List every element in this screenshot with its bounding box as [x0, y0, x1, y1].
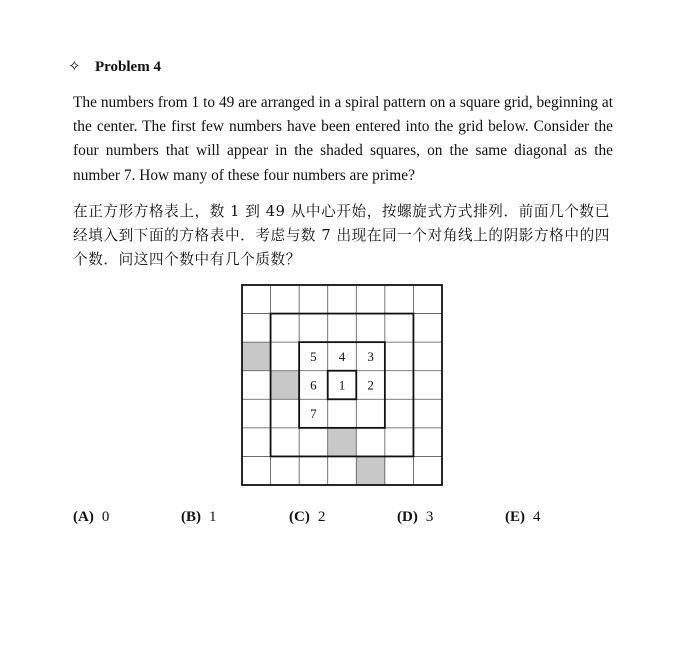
problem-heading — [68, 57, 161, 76]
choice-label: (D) — [397, 509, 418, 525]
choice-label: (E) — [505, 509, 525, 525]
shaded-cell — [271, 371, 300, 400]
grid-number: 2 — [367, 377, 374, 393]
choice-a[interactable] — [73, 509, 109, 526]
star-icon: ✧ — [68, 59, 81, 75]
problem-text-chinese: 在正方形方格表上，数 1 到 49 从中心开始，按螺旋式方式排列．前面几个数已经填入到下面的方格表中．考虑与数 7 出现在同一个对角线上的阴影方格中的四个数．问这四个数中有几个质数？ — [73, 203, 610, 268]
choice-label: (A) — [73, 509, 94, 525]
choice-value: 4 — [533, 509, 541, 525]
choice-d[interactable] — [397, 509, 433, 526]
choice-value: 0 — [101, 509, 110, 525]
choice-b[interactable] — [181, 509, 217, 526]
grid-number: 7 — [310, 406, 317, 422]
grid-number: 5 — [310, 348, 317, 364]
problem-title: Problem 4 — [95, 59, 161, 75]
shaded-cell — [328, 428, 357, 457]
problem-text-english: The numbers from 1 to 49 are arranged in a spiral pattern on a square grid, beginning at the center. The first few numbers have been entered into the grid below. Consider the four numbers that will appear in the shaded squares, on the same diagonal as the number 7. How many of these four numbers are prime? — [73, 94, 613, 184]
spiral-grid — [240, 283, 444, 487]
grid-number: 4 — [338, 348, 346, 364]
choice-value: 2 — [317, 509, 326, 525]
choice-c[interactable] — [289, 509, 325, 526]
choice-e[interactable] — [505, 509, 541, 526]
grid-number: 1 — [338, 377, 346, 393]
choice-value: 1 — [209, 509, 217, 525]
choice-label: (B) — [181, 509, 201, 525]
grid-number: 6 — [310, 377, 317, 393]
choice-value: 3 — [425, 509, 434, 525]
grid-number: 3 — [367, 348, 374, 364]
shaded-cell — [242, 342, 271, 371]
choice-label: (C) — [289, 509, 310, 525]
shaded-cell — [356, 456, 385, 485]
